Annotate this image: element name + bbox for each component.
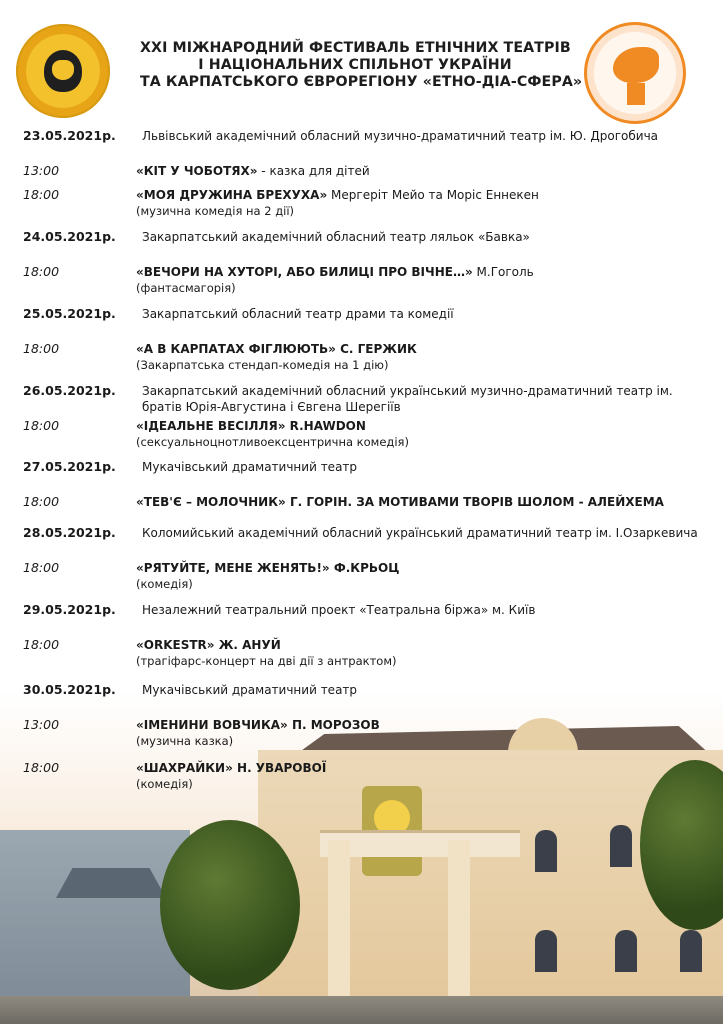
performance-title: «ШАХРАЙКИ» Н. УВАРОВОЇ bbox=[136, 761, 327, 775]
theatre-window bbox=[610, 825, 632, 867]
theatre-column bbox=[448, 840, 470, 1000]
performance-genre: (сексуальноцнотливоексцентрична комедія) bbox=[136, 435, 409, 449]
theatre-column bbox=[328, 840, 350, 1000]
performance-genre: (комедія) bbox=[136, 777, 193, 791]
performance-genre: (комедія) bbox=[136, 577, 193, 591]
performance-time: 18:00 bbox=[23, 418, 60, 433]
performance-author: М.Гоголь bbox=[472, 265, 534, 279]
performance-info bbox=[136, 341, 711, 373]
day-venue: Закарпатський обласний театр драми та комедії bbox=[142, 307, 454, 321]
performance-title: «ІДЕАЛЬНЕ ВЕСІЛЛЯ» R.HAWDON bbox=[136, 419, 366, 433]
performance-time: 18:00 bbox=[23, 760, 60, 775]
performance-info bbox=[136, 264, 711, 296]
performance-info bbox=[136, 494, 711, 510]
performance-time: 18:00 bbox=[23, 341, 60, 356]
theatre-window bbox=[535, 930, 557, 972]
performance-genre: (фантасмагорія) bbox=[136, 281, 236, 295]
theatre-window bbox=[535, 830, 557, 872]
performance-title: «ІМЕНИНИ ВОВЧИКА» П. МОРОЗОВ bbox=[136, 718, 380, 732]
performance-time: 13:00 bbox=[23, 717, 60, 732]
performance-time: 13:00 bbox=[23, 163, 60, 178]
performance-title: «КІТ У ЧОБОТЯХ» bbox=[136, 164, 258, 178]
performance-info bbox=[136, 760, 711, 792]
day-date: 29.05.2021р. bbox=[23, 602, 116, 617]
performance-genre: (трагіфарс-концерт на дві дії з антрактом) bbox=[136, 654, 397, 668]
performance-title: «МОЯ ДРУЖИНА БРЕХУХА» bbox=[136, 188, 328, 202]
performance-info bbox=[136, 163, 711, 179]
day-venue: Незалежний театральний проект «Театральна біржа» м. Київ bbox=[142, 603, 536, 617]
performance-title: «РЯТУЙТЕ, МЕНЕ ЖЕНЯТЬ!» Ф.КРЬОЦ bbox=[136, 561, 400, 575]
performance-info bbox=[136, 187, 711, 219]
day-date: 30.05.2021р. bbox=[23, 682, 116, 697]
left-building-roof bbox=[56, 868, 166, 898]
day-venue: Мукачівський драматичний театр bbox=[142, 460, 358, 474]
theatre-window bbox=[615, 930, 637, 972]
title-line: І НАЦІОНАЛЬНИХ СПІЛЬНОТ УКРАЇНИ bbox=[198, 57, 512, 73]
day-date: 28.05.2021р. bbox=[23, 525, 116, 540]
day-date: 23.05.2021р. bbox=[23, 128, 116, 143]
day-date: 24.05.2021р. bbox=[23, 229, 116, 244]
day-venue: Мукачівський драматичний театр bbox=[142, 683, 358, 697]
performance-time: 18:00 bbox=[23, 264, 60, 279]
performance-genre: (музична комедія на 2 дії) bbox=[136, 204, 295, 218]
theatre-window bbox=[680, 930, 702, 972]
day-venue: Закарпатський академічний обласний театр ляльок «Бавка» bbox=[142, 230, 530, 244]
day-date: 26.05.2021р. bbox=[23, 383, 116, 398]
performance-title: «А В КАРПАТАХ ФІГЛЮЮТЬ» С. ГЕРЖИК bbox=[136, 342, 417, 356]
performance-info bbox=[136, 560, 711, 592]
day-date: 25.05.2021р. bbox=[23, 306, 116, 321]
performance-author: - казка для дітей bbox=[257, 164, 370, 178]
tree bbox=[160, 820, 300, 990]
day-venue: Коломийський академічний обласний український драматичний театр ім. І.Озаркевича bbox=[142, 526, 698, 540]
performance-title: «ВЕЧОРИ НА ХУТОРІ, АБО БИЛИЦІ ПРО ВІЧНЕ…» bbox=[136, 265, 473, 279]
performance-info bbox=[136, 637, 711, 669]
performance-time: 18:00 bbox=[23, 637, 60, 652]
day-date: 27.05.2021р. bbox=[23, 459, 116, 474]
performance-title: «ORKESTR» Ж. АНУЙ bbox=[136, 638, 281, 652]
day-venue: Закарпатський академічний обласний український музично-драматичний театр ім. братів Юрія-Августина і Євгена Шерегіїв bbox=[142, 384, 673, 414]
performance-genre: (Закарпатська стендап-комедія на 1 дію) bbox=[136, 358, 389, 372]
performance-title: «ТЕВ'Є – МОЛОЧНИК» Г. ГОРІН. ЗА МОТИВАМИ ТВОРІВ ШОЛОМ - АЛЕЙХЕМА bbox=[136, 495, 664, 509]
title-line: XXI МІЖНАРОДНИЙ ФЕСТИВАЛЬ ЕТНІЧНИХ ТЕАТРІВ bbox=[140, 40, 571, 56]
theatre-balcony bbox=[320, 830, 520, 857]
day-venue: Львівський академічний обласний музично-драматичний театр ім. Ю. Дрогобича bbox=[142, 129, 659, 143]
performance-genre: (музична казка) bbox=[136, 734, 234, 748]
performance-time: 18:00 bbox=[23, 560, 60, 575]
performance-time: 18:00 bbox=[23, 187, 60, 202]
performance-info bbox=[136, 418, 711, 450]
performance-author: Мергеріт Мейо та Моріс Еннекен bbox=[327, 188, 539, 202]
street bbox=[0, 996, 723, 1024]
performance-info bbox=[136, 717, 711, 749]
performance-time: 18:00 bbox=[23, 494, 60, 509]
title-line: ТА КАРПАТСЬКОГО ЄВРОРЕГІОНУ «ЕТНО-ДІА-СФЕРА» bbox=[140, 74, 583, 90]
